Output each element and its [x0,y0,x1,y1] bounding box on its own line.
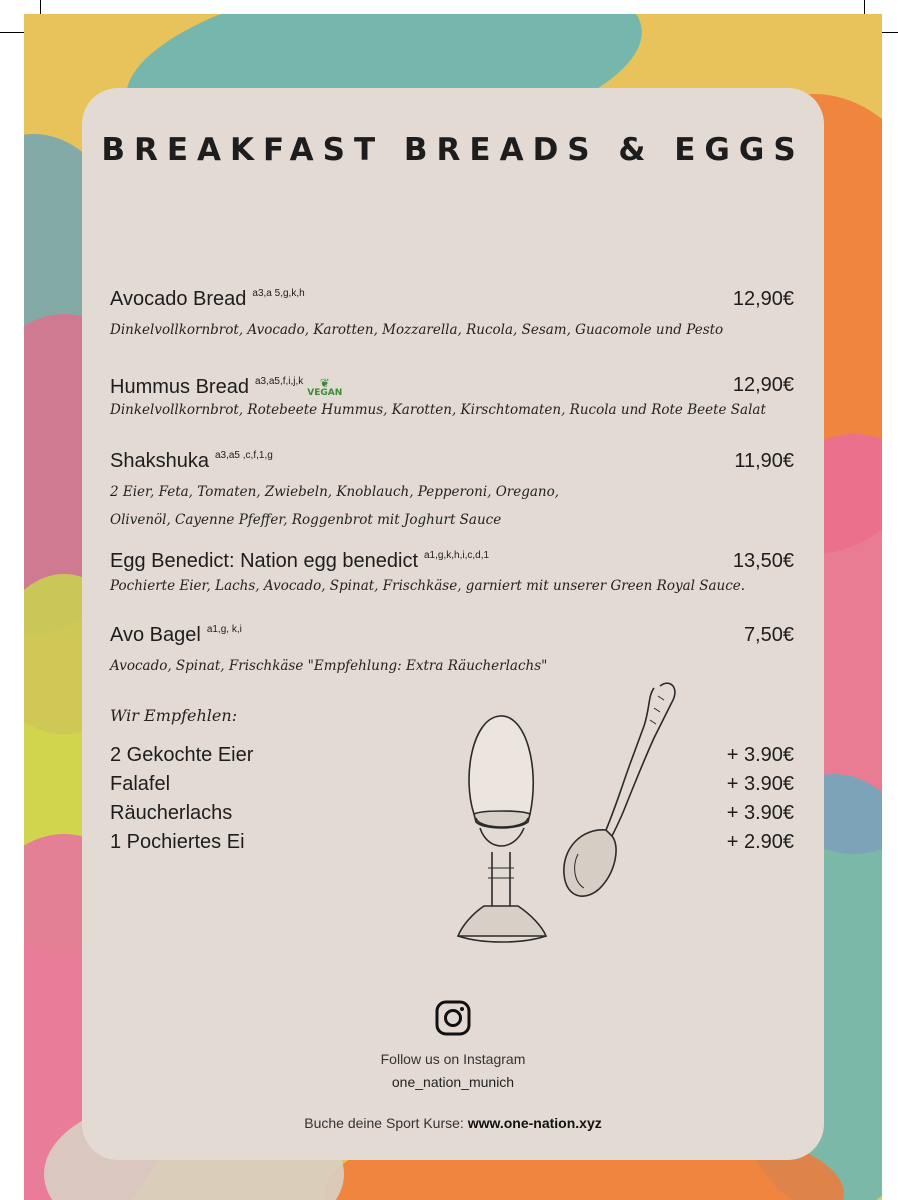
item-price: 12,90€ [732,288,794,310]
item-description: Pochierte Eier, Lachs, Avocado, Spinat, Frischkäse, garniert mit unserer Green Royal Sauce. [110,578,746,594]
vegan-badge [307,378,342,398]
allergen-codes: a1,g, k,i [206,624,242,635]
item-price: 11,90€ [734,450,794,472]
extra-name: Falafel [110,773,171,795]
vegan-label: VEGAN [307,388,343,398]
allergen-codes: a3,a5 ,c,f,1,g [214,450,273,461]
extra-price: + 2.90€ [726,831,794,853]
item-description: Avocado, Spinat, Frischkäse "Empfehlung: Extra Räucherlachs" [110,658,548,674]
item-price: 7,50€ [743,624,794,646]
recommendations-heading: Wir Empfehlen: [110,706,238,725]
extra-item [110,802,794,831]
item-description: Dinkelvollkornbrot, Avocado, Karotten, Mozzarella, Rucola, Sesam, Guacomole und Pesto [110,322,724,338]
item-name: Avocado Bread [110,288,247,310]
item-description: Olivenöl, Cayenne Pfeffer, Roggenbrot mit Joghurt Sauce [110,512,502,528]
item-name: Shakshuka [110,450,209,472]
extra-item [110,831,794,860]
item-price: 12,90€ [732,374,794,396]
booking-label: Buche deine Sport Kurse: [304,1115,464,1131]
extra-price: + 3.90€ [726,744,794,766]
instagram-icon[interactable] [435,1000,471,1036]
leaf-icon: ❦ [319,376,330,390]
extra-price: + 3.90€ [726,773,794,795]
allergen-codes: a3,a 5,g,k,h [252,288,305,299]
menu-card [82,88,824,1160]
extra-name: 1 Pochiertes Ei [110,831,245,853]
item-name: Avo Bagel [110,624,201,646]
menu-item-avocado-bread [110,288,794,344]
item-name: Egg Benedict: Nation egg benedict [110,550,418,572]
menu-item-egg-benedict [110,550,794,600]
menu-item-shakshuka [110,450,794,534]
allergen-codes: a3,a5,f,i,j,k [254,376,304,387]
extra-name: Räucherlachs [110,802,233,824]
extra-price: + 3.90€ [726,802,794,824]
item-description: 2 Eier, Feta, Tomaten, Zwiebeln, Knoblauch, Pepperoni, Oregano, [110,484,560,500]
booking-line [82,1115,824,1131]
extras-list [110,744,794,860]
menu-title: BREAKFAST BREADS & EGGS [101,132,805,168]
item-name: Hummus Bread [110,376,249,398]
extra-item [110,773,794,802]
instagram-follow-text: Follow us on Instagram [380,1051,526,1067]
item-price: 13,50€ [732,550,794,572]
item-description: Dinkelvollkornbrot, Rotebeete Hummus, Karotten, Kirschtomaten, Rucola und Rote Beete Salat [110,402,766,418]
extra-item [110,744,794,773]
allergen-codes: a1,g,k,h,i,c,d,1 [424,550,490,561]
crop-mark [0,32,26,33]
extra-name: 2 Gekochte Eier [110,744,254,766]
booking-link[interactable]: www.one-nation.xyz [467,1115,602,1131]
menu-item-hummus-bread [110,374,794,424]
instagram-handle[interactable]: one_nation_munich [391,1074,515,1090]
